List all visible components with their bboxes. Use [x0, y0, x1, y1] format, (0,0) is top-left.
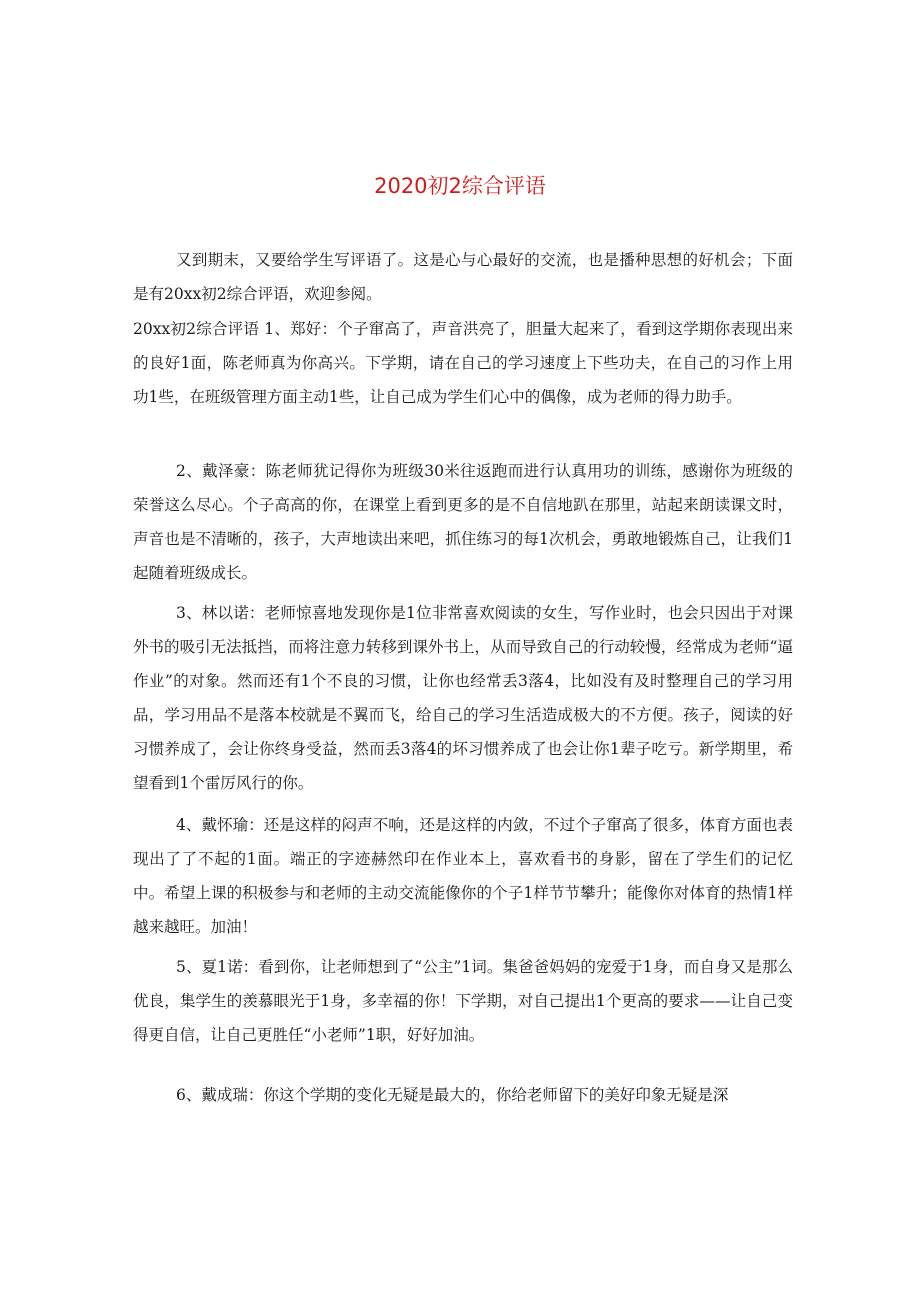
comment-paragraph-1: 20xx初2综合评语 1、郑好：个子窜高了，声音洪亮了，胆量大起来了，看到这学期你表现出来的良好1面，陈老师真为你高兴。下学期，请在自己的学习速度上下些功夫，在自己的习作上用功1些，在班级管理方面主动1些，让自己成为学生们心中的偶像，成为老师的得力助手。	[133, 320, 793, 406]
comment-paragraph-6: 6、戴成瑞：你这个学期的变化无疑是最大的，你给老师留下的美好印象无疑是深	[176, 1086, 729, 1104]
intro-paragraph: 又到期末，又要给学生写评语了。这是心与心最好的交流，也是播种思想的好机会；下面是有20xx初2综合评语，欢迎参阅。	[133, 251, 793, 303]
comment-paragraph-5: 5、夏1诺：看到你，让老师想到了“公主”1词。集爸爸妈妈的宠爱于1身，而自身又是那么优良，集学生的羡慕眼光于1身，多幸福的你！下学期，对自己提出1个更高的要求——让自己变得更自信，让自己更胜任“小老师”1职，好好加油。	[133, 958, 793, 1044]
comment-paragraph-4: 4、戴怀瑜：还是这样的闷声不响，还是这样的内敛，不过个子窜高了很多，体育方面也表现出了了不起的1面。端正的字迹赫然印在作业本上，喜欢看书的身影，留在了学生们的记忆中。希望上课的积极参与和老师的主动交流能像你的个子1样节节攀升；能像你对体育的热情1样越来越旺。加油！	[133, 816, 793, 936]
comment-paragraph-2: 2、戴泽豪：陈老师犹记得你为班级30米往返跑而进行认真用功的训练，感谢你为班级的荣誉这么尽心。个子高高的你，在课堂上看到更多的是不自信地趴在那里，站起来朗读课文时，声音也是不清晰的，孩子，大声地读出来吧，抓住练习的每1次机会，勇敢地锻炼自己，让我们1起随着班级成长。	[133, 462, 793, 582]
comment-paragraph-3: 3、林以诺：老师惊喜地发现你是1位非常喜欢阅读的女生，写作业时，也会只因出于对课外书的吸引无法抵挡，而将注意力转移到课外书上，从而导致自己的行动较慢，经常成为老师“逼作业”的对象。然而还有1个不良的习惯，让你也经常丢3落4，比如没有及时整理自己的学习用品，学习用品不是落本校就是不翼而飞，给自己的学习生活造成极大的不方便。孩子，阅读的好习惯养成了，会让你终身受益，然而丢3落4的坏习惯养成了也会让你1辈子吃亏。新学期里，希望看到1个雷厉风行的你。	[133, 604, 793, 792]
document-title: 2020初2综合评语	[374, 174, 546, 198]
